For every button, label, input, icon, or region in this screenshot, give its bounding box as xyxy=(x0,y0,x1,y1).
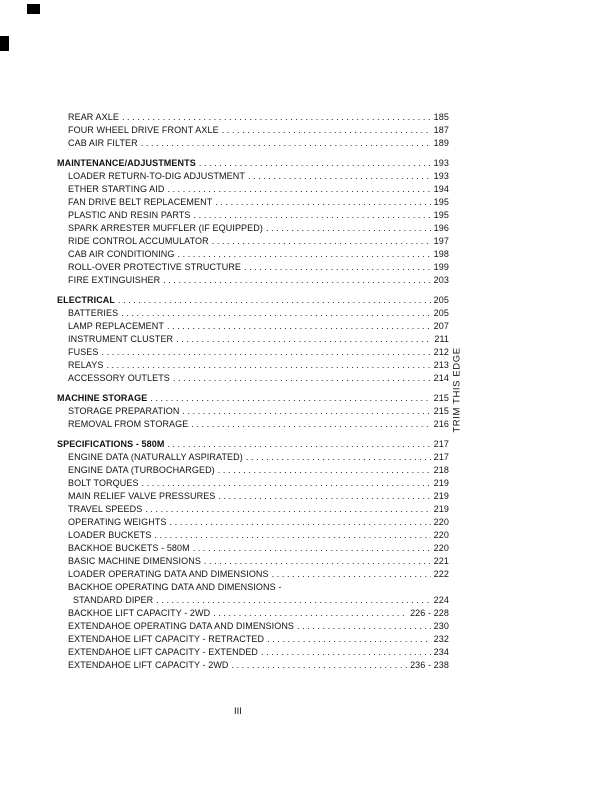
dot-leader xyxy=(248,170,431,183)
toc-entry-label: EXTENDAHOE LIFT CAPACITY - 2WD xyxy=(68,660,229,670)
trim-this-edge-label: TRIM THIS EDGE xyxy=(451,347,463,433)
dot-leader xyxy=(204,555,431,568)
toc-item xyxy=(57,372,449,385)
toc-item xyxy=(57,581,449,594)
toc-item xyxy=(57,124,449,137)
toc-entry-label: STANDARD DIPER xyxy=(73,595,154,605)
toc-entry-label: EXTENDAHOE LIFT CAPACITY - EXTENDED xyxy=(68,647,259,657)
dot-leader xyxy=(178,248,431,261)
toc-item xyxy=(57,542,449,555)
toc-entry-label: REAR AXLE xyxy=(68,112,119,122)
toc-entry-page: 193 xyxy=(433,171,449,181)
dot-leader xyxy=(167,320,431,333)
toc-item xyxy=(57,183,449,196)
dot-leader xyxy=(267,633,431,646)
toc-item xyxy=(57,568,449,581)
toc-item xyxy=(57,261,449,274)
toc-heading xyxy=(57,392,449,405)
toc-item xyxy=(57,346,449,359)
dot-leader xyxy=(142,477,431,490)
toc-entry-page: 195 xyxy=(433,197,449,207)
dot-leader xyxy=(122,111,431,124)
dot-leader xyxy=(156,594,430,607)
toc-entry-label: BACKHOE OPERATING DATA AND DIMENSIONS - xyxy=(68,582,282,592)
toc-item xyxy=(57,111,449,124)
toc-entry-label: BACKHOE LIFT CAPACITY - 2WD xyxy=(68,608,211,618)
toc-entry-label: FOUR WHEEL DRIVE FRONT AXLE xyxy=(68,125,219,135)
toc-entry-label: ENGINE DATA (NATURALLY ASPIRATED) xyxy=(68,452,243,462)
toc-entry-label: EXTENDAHOE OPERATING DATA AND DIMENSIONS xyxy=(68,621,295,631)
toc-entry-page: 195 xyxy=(433,210,449,220)
dot-leader xyxy=(182,405,430,418)
dot-leader xyxy=(199,157,431,170)
toc-section xyxy=(57,392,449,431)
toc-item xyxy=(57,222,449,235)
toc-entry-label: SPECIFICATIONS - 580M xyxy=(57,439,165,449)
toc-entry-page: 232 xyxy=(433,634,449,644)
dot-leader xyxy=(191,418,430,431)
toc-entry-label: CAB AIR FILTER xyxy=(68,138,138,148)
toc-entry-label: MAIN RELIEF VALVE PRESSURES xyxy=(68,491,216,501)
toc-entry-label: MACHINE STORAGE xyxy=(57,393,148,403)
dot-leader xyxy=(121,307,430,320)
toc-entry-label: SPARK ARRESTER MUFFLER (IF EQUIPPED) xyxy=(68,223,263,233)
toc-entry-page: 234 xyxy=(433,647,449,657)
toc-entry-page: 205 xyxy=(433,295,449,305)
dot-leader xyxy=(106,359,430,372)
toc-item xyxy=(57,633,449,646)
toc-entry-page: 219 xyxy=(433,491,449,501)
toc-item xyxy=(57,418,449,431)
toc-entry-label: ROLL-OVER PROTECTIVE STRUCTURE xyxy=(68,262,242,272)
page-number: III xyxy=(234,706,242,717)
dot-leader xyxy=(244,261,431,274)
toc-entry-page: 215 xyxy=(433,393,449,403)
toc-entry-page: 194 xyxy=(433,184,449,194)
toc-item xyxy=(57,235,449,248)
toc-section xyxy=(57,157,449,287)
toc-item xyxy=(57,659,449,672)
dot-leader xyxy=(102,346,431,359)
toc-entry-label: FUSES xyxy=(68,347,99,357)
dot-leader xyxy=(154,529,430,542)
toc-entry-page: 216 xyxy=(433,419,449,429)
toc-entry-page: 213 xyxy=(433,360,449,370)
toc-entry-label: LOADER BUCKETS xyxy=(68,530,152,540)
toc-entry-label: ETHER STARTING AID xyxy=(68,184,165,194)
toc-entry-page: 203 xyxy=(433,275,449,285)
toc-entry-page: 189 xyxy=(433,138,449,148)
toc-entry-page: 217 xyxy=(433,452,449,462)
toc-section xyxy=(57,438,449,672)
toc-heading xyxy=(57,157,449,170)
dot-leader xyxy=(163,274,430,287)
dot-leader xyxy=(297,620,431,633)
toc-item xyxy=(57,320,449,333)
toc-entry-label: BACKHOE BUCKETS - 580M xyxy=(68,543,190,553)
toc-item xyxy=(57,646,449,659)
toc-entry-page: 222 xyxy=(433,569,449,579)
toc-entry-page: 221 xyxy=(433,556,449,566)
dot-leader xyxy=(261,646,431,659)
toc-entry-label: OPERATING WEIGHTS xyxy=(68,517,167,527)
toc-section xyxy=(57,294,449,385)
toc-entry-label: FIRE EXTINGUISHER xyxy=(68,275,161,285)
toc-entry-label: STORAGE PREPARATION xyxy=(68,406,180,416)
toc-entry-label: ELECTRICAL xyxy=(57,295,115,305)
toc-item xyxy=(57,248,449,261)
dot-leader xyxy=(213,607,407,620)
toc-entry-page: 220 xyxy=(433,517,449,527)
toc-entry-page: 205 xyxy=(433,308,449,318)
toc-entry-page: 207 xyxy=(433,321,449,331)
dot-leader xyxy=(218,464,431,477)
dot-leader xyxy=(194,209,431,222)
dot-leader xyxy=(246,451,431,464)
dot-leader xyxy=(215,196,430,209)
toc-item xyxy=(57,503,449,516)
toc-entry-label: ENGINE DATA (TURBOCHARGED) xyxy=(68,465,215,475)
toc-item xyxy=(57,516,449,529)
toc-entry-label: REMOVAL FROM STORAGE xyxy=(68,419,189,429)
toc-entry-label: BATTERIES xyxy=(68,308,119,318)
dot-leader xyxy=(266,222,431,235)
toc-entry-label: INSTRUMENT CLUSTER xyxy=(68,334,174,344)
dot-leader xyxy=(212,235,431,248)
toc-entry-page: 199 xyxy=(433,262,449,272)
toc-item xyxy=(57,333,449,346)
toc-item xyxy=(57,170,449,183)
registration-mark-left xyxy=(0,36,9,51)
toc-item xyxy=(57,307,449,320)
toc-heading xyxy=(57,438,449,451)
toc-entry-page: 218 xyxy=(433,465,449,475)
toc-item xyxy=(57,607,449,620)
dot-leader xyxy=(150,392,430,405)
registration-mark-top xyxy=(27,4,40,14)
toc-entry-page: 219 xyxy=(433,478,449,488)
toc-entry-page: 226 - 228 xyxy=(410,608,449,618)
toc-item xyxy=(57,274,449,287)
toc-entry-label: PLASTIC AND RESIN PARTS xyxy=(68,210,191,220)
toc-item-continuation xyxy=(57,594,449,607)
toc-item xyxy=(57,620,449,633)
table-of-contents xyxy=(57,111,449,672)
toc-entry-label: FAN DRIVE BELT REPLACEMENT xyxy=(68,197,213,207)
toc-entry-page: 212 xyxy=(433,347,449,357)
dot-leader xyxy=(145,503,430,516)
toc-entry-label: TRAVEL SPEEDS xyxy=(68,504,143,514)
toc-item xyxy=(57,464,449,477)
toc-item xyxy=(57,137,449,150)
toc-entry-page: 217 xyxy=(433,439,449,449)
toc-entry-page: 220 xyxy=(433,543,449,553)
toc-entry-page: 219 xyxy=(433,504,449,514)
toc-entry-page: 230 xyxy=(433,621,449,631)
toc-item xyxy=(57,555,449,568)
toc-entry-page: 211 xyxy=(434,334,449,344)
toc-entry-label: EXTENDAHOE LIFT CAPACITY - RETRACTED xyxy=(68,634,265,644)
dot-leader xyxy=(167,438,430,451)
toc-entry-label: RELAYS xyxy=(68,360,104,370)
dot-leader xyxy=(272,568,431,581)
toc-item xyxy=(57,477,449,490)
toc-entry-page: 187 xyxy=(433,125,449,135)
toc-item xyxy=(57,359,449,372)
toc-entry-label: MAINTENANCE/ADJUSTMENTS xyxy=(57,158,196,168)
dot-leader xyxy=(141,137,431,150)
toc-entry-label: RIDE CONTROL ACCUMULATOR xyxy=(68,236,209,246)
dot-leader xyxy=(232,659,408,672)
toc-item xyxy=(57,209,449,222)
toc-heading xyxy=(57,294,449,307)
dot-leader xyxy=(193,542,431,555)
toc-entry-page: 185 xyxy=(433,112,449,122)
toc-entry-page: 224 xyxy=(433,595,449,605)
toc-entry-label: CAB AIR CONDITIONING xyxy=(68,249,175,259)
toc-entry-label: BOLT TORQUES xyxy=(68,478,139,488)
toc-entry-page: 198 xyxy=(433,249,449,259)
toc-item xyxy=(57,451,449,464)
toc-entry-page: 197 xyxy=(433,236,449,246)
toc-item xyxy=(57,490,449,503)
toc-item xyxy=(57,405,449,418)
toc-entry-page: 236 - 238 xyxy=(410,660,449,670)
dot-leader xyxy=(218,490,430,503)
dot-leader xyxy=(176,333,431,346)
dot-leader xyxy=(173,372,431,385)
dot-leader xyxy=(222,124,431,137)
dot-leader xyxy=(167,183,430,196)
toc-entry-page: 215 xyxy=(433,406,449,416)
toc-entry-page: 196 xyxy=(433,223,449,233)
toc-entry-page: 214 xyxy=(433,373,449,383)
toc-entry-page: 220 xyxy=(433,530,449,540)
dot-leader xyxy=(170,516,431,529)
toc-item xyxy=(57,196,449,209)
toc-entry-label: LOADER RETURN-TO-DIG ADJUSTMENT xyxy=(68,171,245,181)
toc-entry-label: BASIC MACHINE DIMENSIONS xyxy=(68,556,201,566)
toc-entry-label: LAMP REPLACEMENT xyxy=(68,321,164,331)
toc-entry-label: LOADER OPERATING DATA AND DIMENSIONS xyxy=(68,569,269,579)
toc-entry-label: ACCESSORY OUTLETS xyxy=(68,373,170,383)
dot-leader xyxy=(118,294,431,307)
toc-item xyxy=(57,529,449,542)
toc-entry-page: 193 xyxy=(433,158,449,168)
toc-section xyxy=(57,111,449,150)
